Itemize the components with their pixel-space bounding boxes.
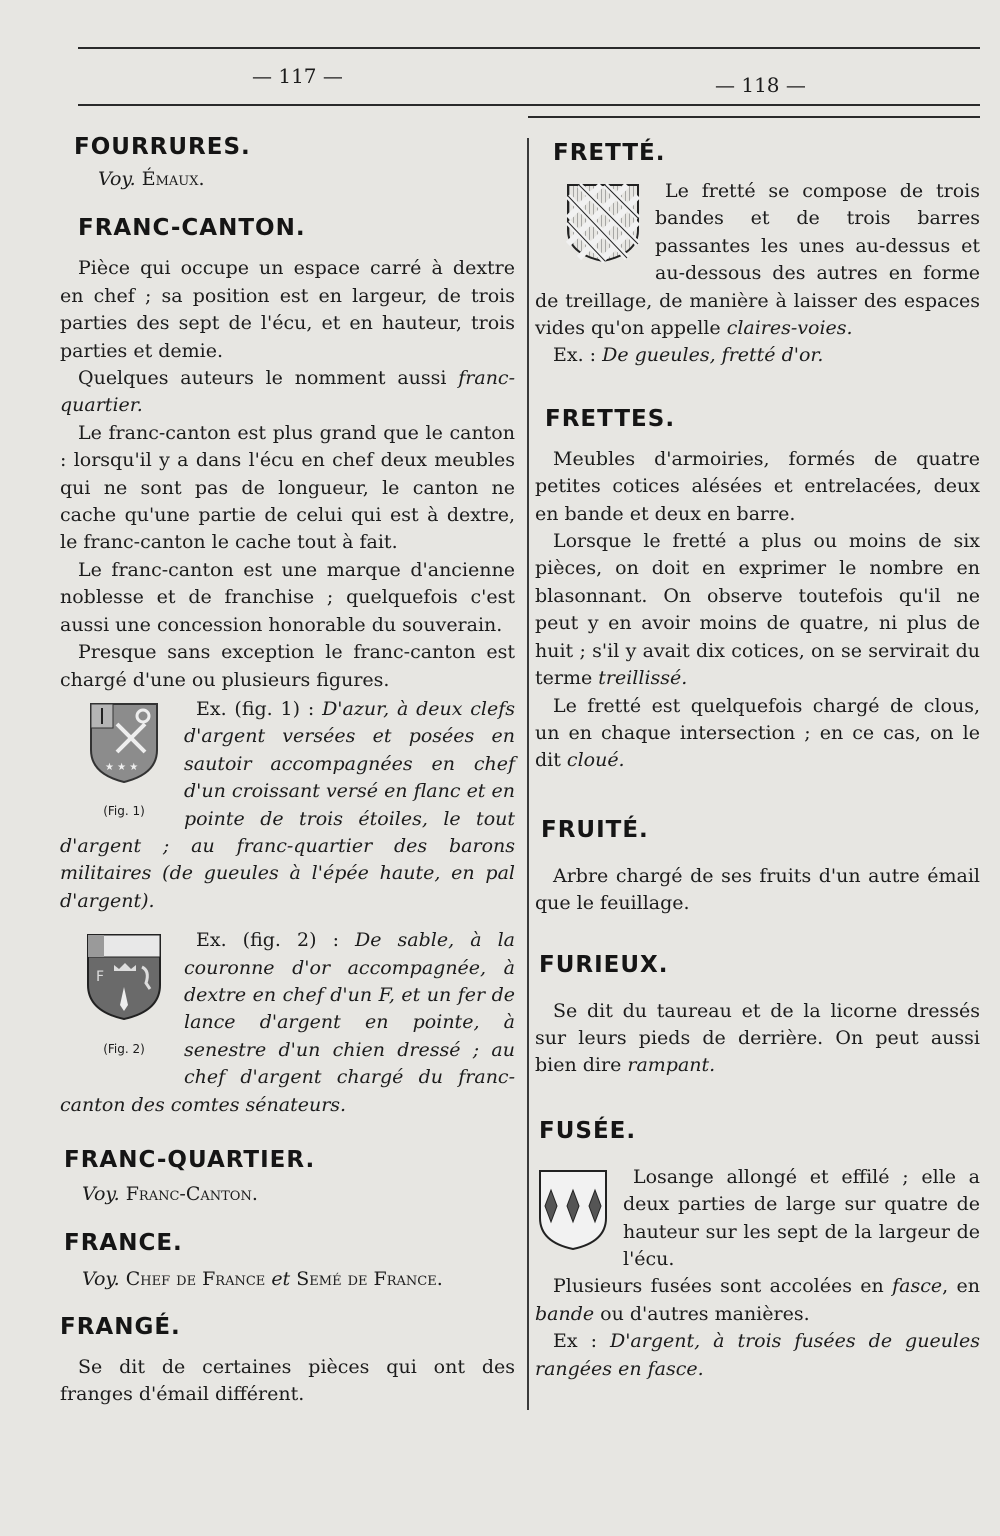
franc-canton-p2: Quelques auteurs le nomment aussi franc-quartier. bbox=[60, 367, 515, 417]
figure-1-shield-image bbox=[87, 700, 161, 786]
left-column bbox=[60, 128, 515, 1409]
frette-p1 bbox=[535, 178, 980, 342]
heading-fusee: FUSÉE. bbox=[539, 1117, 637, 1144]
example-1-label: Ex. (fig. 1) : bbox=[196, 697, 323, 720]
example-1-text: D'azur, à deux clefs d'argent versées et posées en sautoir accompagnées en chef d'un croissant versé en flanc et en pointe de trois étoiles, le tout d'argent ; au franc-quartier des barons militaires (de gueules à l'épée haute, en pal d'argent). bbox=[60, 697, 515, 912]
franc-canton-example-1 bbox=[60, 696, 515, 915]
heading-frange: FRANGÉ. bbox=[60, 1313, 181, 1340]
frette-example: Ex. : De gueules, fretté d'or. bbox=[553, 344, 824, 367]
heading-fourrures: FOURRURES. bbox=[74, 134, 251, 160]
figure-1 bbox=[74, 700, 174, 826]
frettes-p2: Lorsque le fretté a plus ou moins de six pièces, on doit en exprimer le nombre en blasonnant. On observe toutefois qu'il ne peut y en avoir moins de quatre, ni plus de huit ; s'il y avait dix cotices, on se servirait du terme treillissé. bbox=[535, 530, 980, 690]
fusee-text: Losange allongé et effilé ; elle a deux parties de large sur quatre de hauteur sur les sept de la largeur de l'écu. bbox=[623, 1165, 980, 1270]
left-page-number: — 117 — bbox=[252, 64, 343, 88]
france-reference: Voy. Chef de France et Semé de France. bbox=[82, 1268, 443, 1291]
frettes-p3: Le fretté est quelquefois chargé de clous, un en chaque intersection ; en ce cas, on le dit cloué. bbox=[535, 694, 980, 772]
frette-shield-image bbox=[565, 182, 641, 264]
heading-furieux: FURIEUX. bbox=[539, 951, 669, 978]
frange-p1: Se dit de certaines pièces qui ont des franges d'émail différent. bbox=[60, 1355, 515, 1406]
figure-2-shield-image bbox=[84, 931, 164, 1023]
header-bottom-rule bbox=[78, 104, 980, 106]
franc-canton-p4: Le franc-canton est une marque d'ancienne noblesse et de franchise ; quelquefois c'est aussi une concession honorable du souverain. bbox=[60, 558, 515, 636]
fusee-shield bbox=[537, 1168, 609, 1260]
frettes-p1: Meubles d'armoiries, formés de quatre petites cotices alésées et entrelacées, deux en bande et deux en barre. bbox=[535, 447, 980, 525]
fourrures-reference bbox=[98, 166, 515, 193]
figure-2 bbox=[74, 931, 174, 1063]
figure-2-caption: (Fig. 2) bbox=[103, 1041, 145, 1056]
voy-label: Voy. bbox=[98, 168, 136, 190]
franc-canton-p1: Pièce qui occupe un espace carré à dextre en chef ; sa position est en largeur, de trois parties des sept de l'écu, et en hauteur, trois parties et demie. bbox=[60, 257, 515, 362]
heading-frette: FRETTÉ. bbox=[553, 140, 666, 166]
franc-canton-example-2 bbox=[60, 927, 515, 1119]
frette-shield bbox=[565, 182, 641, 272]
right-column bbox=[535, 140, 980, 1383]
example-2-label: Ex. (fig. 2) : bbox=[196, 929, 356, 952]
franc-canton-p5: Presque sans exception le franc-canton est chargé d'une ou plusieurs figures. bbox=[60, 641, 515, 691]
heading-frettes: FRETTES. bbox=[545, 405, 676, 432]
heading-fruite: FRUITÉ. bbox=[541, 816, 649, 843]
fusee-shield-image bbox=[537, 1168, 609, 1252]
heading-franc-quartier: FRANC-QUARTIER. bbox=[64, 1147, 316, 1173]
fusee-example: Ex : D'argent, à trois fusées de gueules rangées en fasce. bbox=[535, 1330, 981, 1380]
frette-text-italic: claires-voies. bbox=[726, 317, 853, 340]
svg-text:★ ★ ★: ★ ★ ★ bbox=[105, 761, 139, 773]
furieux-p1: Se dit du taureau et de la licorne dressés sur leurs pieds de derrière. On peut aussi bien dire rampant. bbox=[535, 999, 980, 1077]
right-page-number: — 118 — bbox=[715, 73, 806, 97]
heading-france: FRANCE. bbox=[64, 1230, 183, 1257]
franc-quartier-reference: Voy. Franc-Canton. bbox=[82, 1183, 258, 1205]
frette-text: Le fretté se compose de trois bandes et de trois barres passantes les unes au-dessus et au-dessous des autres en forme de treillage, de manière à laisser des espaces vides qu'on appelle bbox=[535, 180, 980, 340]
franc-canton-p3: Le franc-canton est plus grand que le canton : lorsqu'il y a dans l'écu en chef deux meubles qui ne sont pas de longueur, le canton ne cache qu'une partie de celui qui est à dextre, le franc-canton le cache tout à fait. bbox=[60, 421, 515, 554]
fusee-p2: Plusieurs fusées sont accolées en fasce, en bande ou d'autres manières. bbox=[535, 1275, 980, 1325]
fourrures-ref-text: Émaux. bbox=[141, 168, 205, 190]
fusee-p1 bbox=[535, 1164, 980, 1274]
column-divider bbox=[527, 138, 529, 1410]
heading-franc-canton: FRANC-CANTON. bbox=[78, 215, 306, 242]
header-right-rule-lower bbox=[528, 116, 980, 118]
figure-1-caption: (Fig. 1) bbox=[103, 804, 145, 819]
fruite-p1: Arbre chargé de ses fruits d'un autre émail que le feuillage. bbox=[535, 864, 980, 915]
example-2-text: De sable, à la couronne d'or accompagnée, à dextre en chef d'un F, et un fer de lance d'argent en pointe, à senestre d'un chien dressé ; au chef d'argent chargé du franc-canton des comtes sénateurs. bbox=[60, 929, 515, 1116]
header-top-rule bbox=[78, 47, 980, 49]
svg-text:F: F bbox=[96, 969, 105, 986]
